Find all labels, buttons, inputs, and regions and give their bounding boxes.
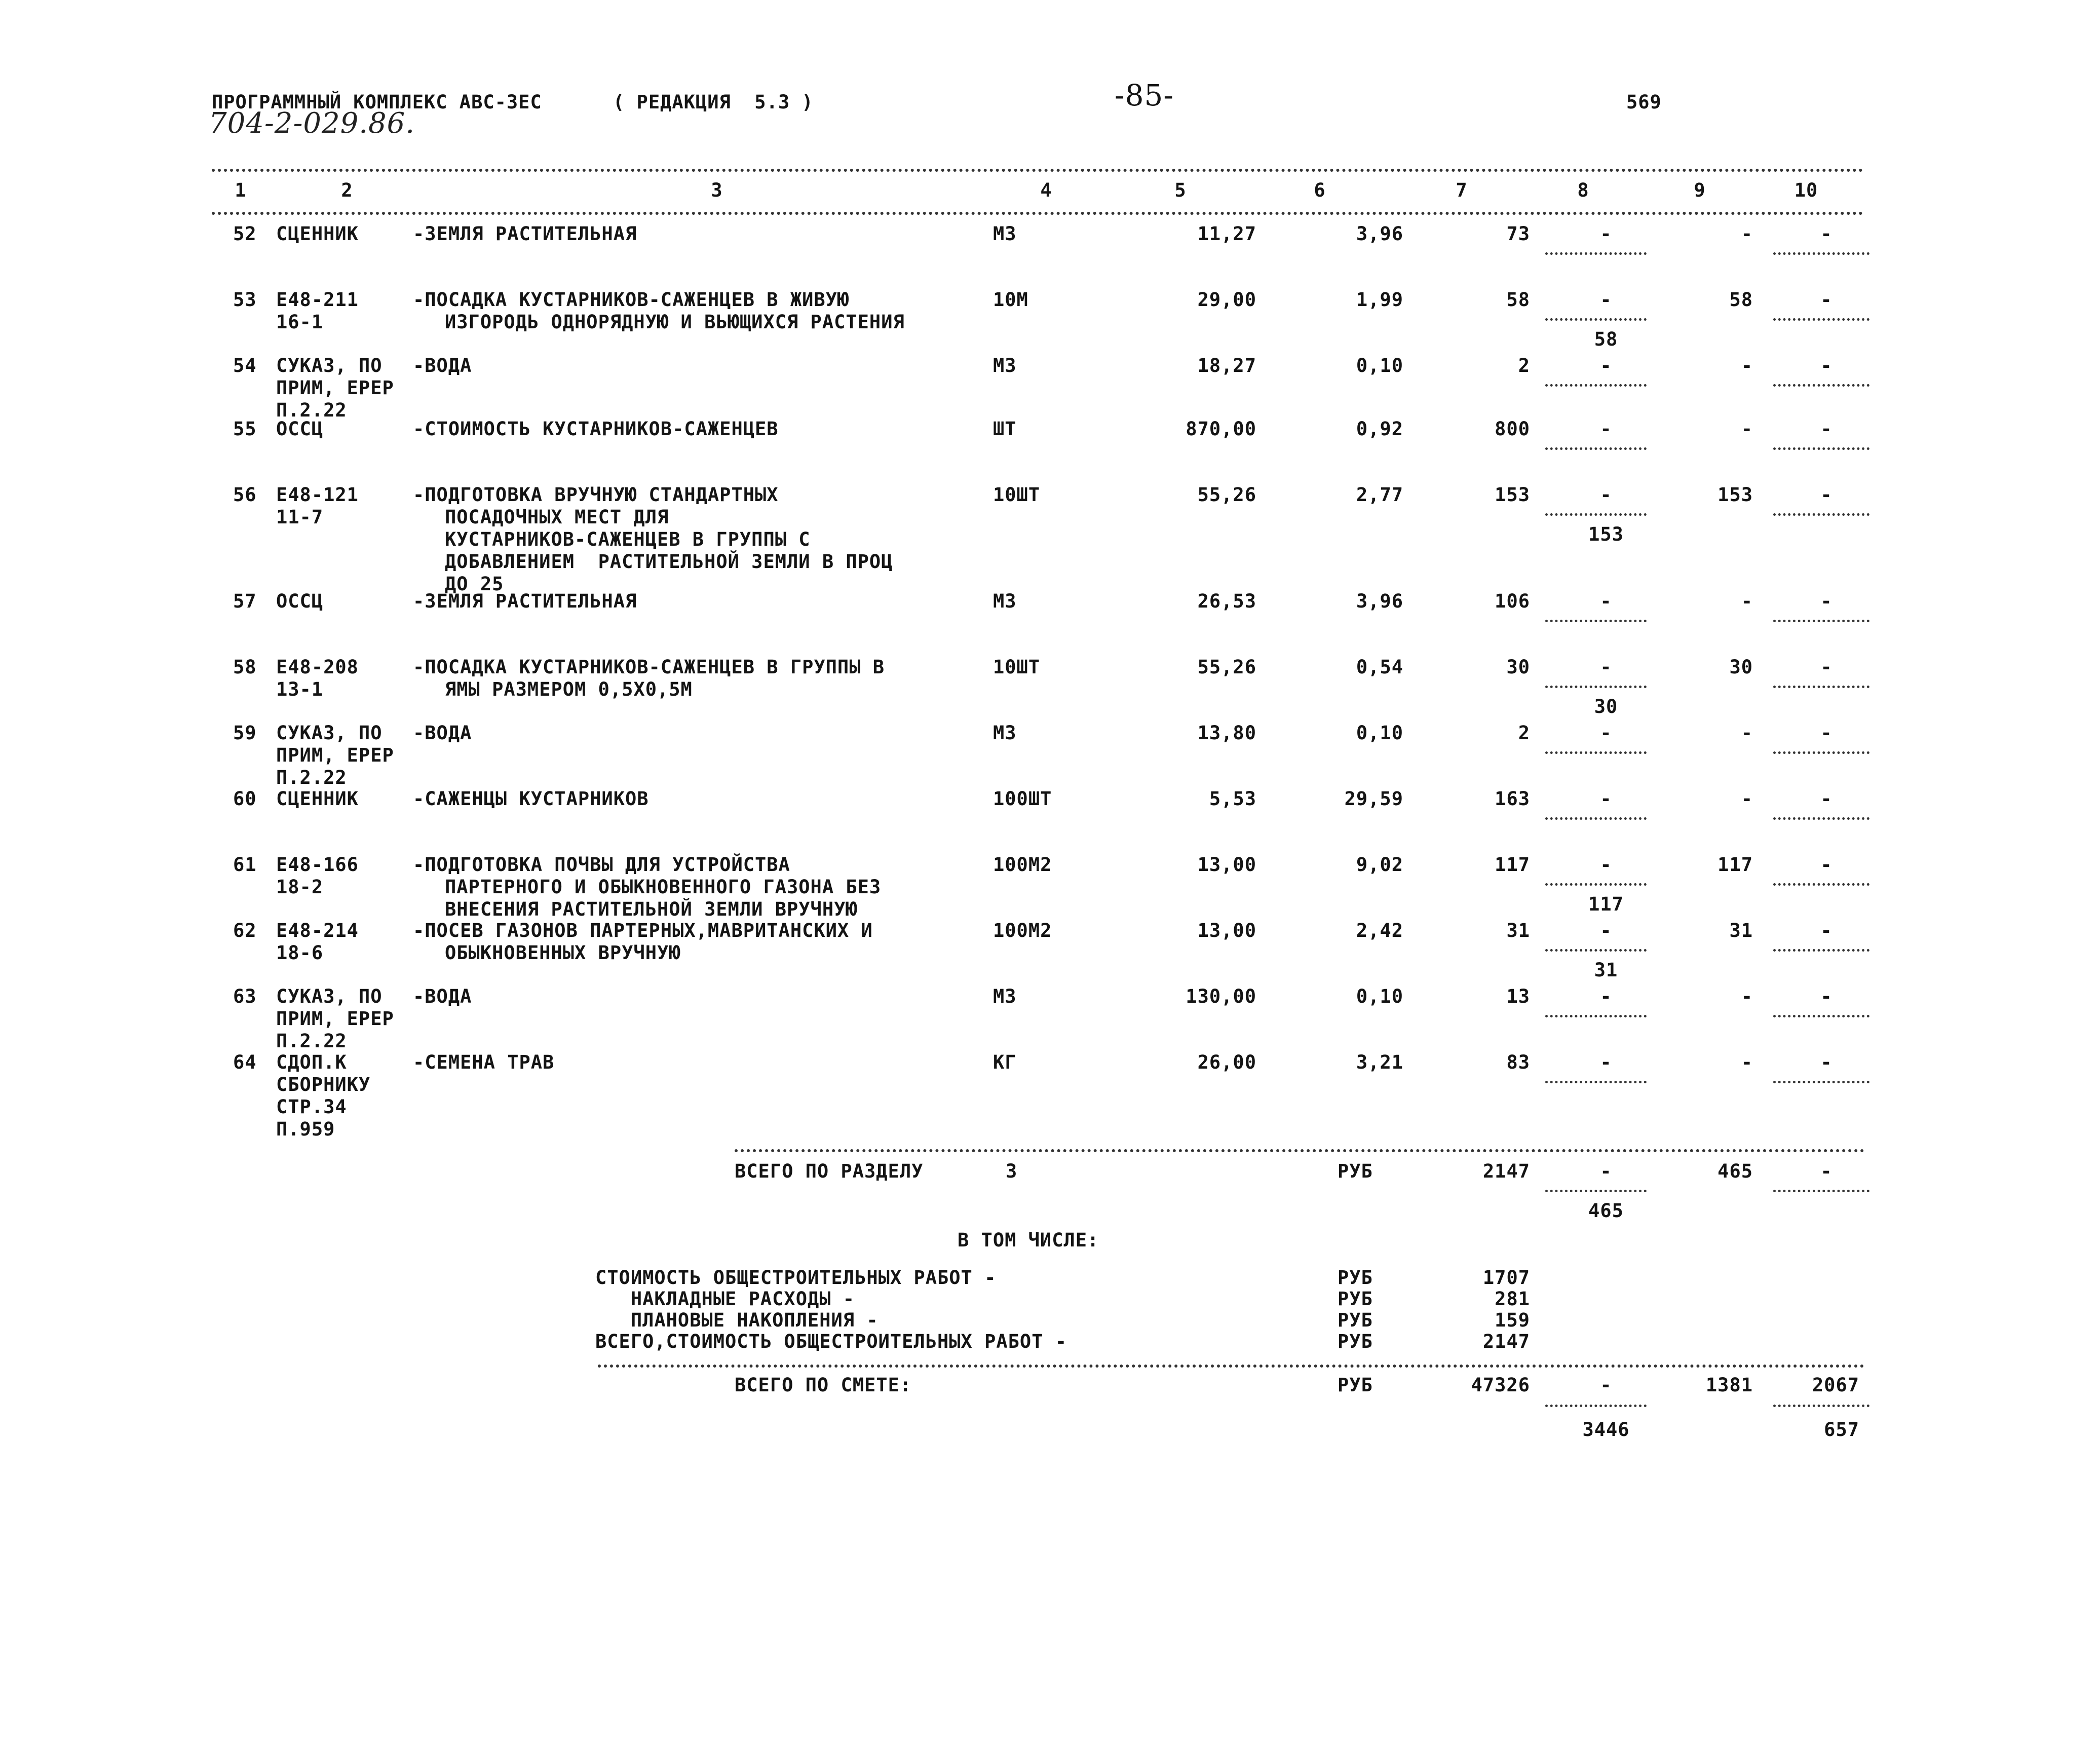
row-number: 55 <box>233 418 257 440</box>
including-item-value: 281 <box>1495 1288 1530 1310</box>
row-number: 62 <box>233 920 257 941</box>
quantity: 29,00 <box>1197 289 1256 311</box>
col9-value: - <box>1741 788 1753 810</box>
col8-lower-value: 58 <box>1594 328 1618 350</box>
line-total: 30 <box>1506 656 1530 678</box>
norm-code-line: СУКАЗ, ПО <box>276 355 383 376</box>
line-total: 163 <box>1495 788 1530 810</box>
description-line: -СТОИМОСТЬ КУСТАРНИКОВ-САЖЕНЦЕВ <box>413 418 779 440</box>
column-number-3: 3 <box>711 179 723 201</box>
unit-of-measure: 100ШТ <box>993 788 1052 810</box>
column-number-5: 5 <box>1174 179 1187 201</box>
col10-subrule <box>1773 817 1869 820</box>
col9-value: 58 <box>1729 289 1753 311</box>
row-number: 59 <box>233 722 257 744</box>
row-number: 57 <box>233 590 257 612</box>
line-total: 83 <box>1506 1051 1530 1073</box>
unit-of-measure: М3 <box>993 722 1017 744</box>
header-rule-top <box>212 169 1863 172</box>
col8-value: - <box>1600 418 1612 440</box>
col8-value: - <box>1600 854 1612 876</box>
col10-subrule <box>1773 447 1869 450</box>
col9-value: - <box>1741 722 1753 744</box>
estimate-total-col8: - <box>1600 1374 1612 1396</box>
col10-value: - <box>1820 223 1832 245</box>
section-total-col8-lower: 465 <box>1588 1200 1624 1222</box>
line-total: 2 <box>1518 355 1530 376</box>
col10-subrule <box>1773 252 1869 255</box>
col8-subrule <box>1545 620 1647 622</box>
including-item-unit: РУБ <box>1338 1288 1373 1310</box>
row-number: 54 <box>233 355 257 376</box>
description-line: ИЗГОРОДЬ ОДНОРЯДНУЮ И ВЬЮЩИХСЯ РАСТЕНИЯ <box>445 311 905 333</box>
col10-value: - <box>1820 854 1832 876</box>
description-line: -ПОСЕВ ГАЗОНОВ ПАРТЕРНЫХ,МАВРИТАНСКИХ И <box>413 920 873 941</box>
column-number-2: 2 <box>341 179 353 201</box>
col10-value: - <box>1820 920 1832 941</box>
col10-subrule <box>1773 513 1869 516</box>
handwritten-project-code: 704-2-029.86. <box>209 107 415 140</box>
col8-value: - <box>1600 920 1612 941</box>
col8-value: - <box>1600 722 1612 744</box>
description-line: ВНЕСЕНИЯ РАСТИТЕЛЬНОЙ ЗЕМЛИ ВРУЧНУЮ <box>445 898 858 920</box>
including-heading: В ТОМ ЧИСЛЕ: <box>958 1229 1099 1251</box>
col9-value: 117 <box>1717 854 1753 876</box>
unit-price: 0,10 <box>1356 986 1403 1007</box>
col8-subrule <box>1545 384 1647 387</box>
col10-value: - <box>1820 355 1832 376</box>
col8-value: - <box>1600 590 1612 612</box>
section-number: 3 <box>1006 1160 1018 1182</box>
unit-price: 3,96 <box>1356 590 1403 612</box>
unit-price: 1,99 <box>1356 289 1403 311</box>
quantity: 870,00 <box>1186 418 1256 440</box>
estimate-total-col8-lower: 3446 <box>1582 1419 1630 1441</box>
description-line: -ПОДГОТОВКА ПОЧВЫ ДЛЯ УСТРОЙСТВА <box>413 854 790 876</box>
estimate-total-col10-lower: 657 <box>1824 1419 1859 1441</box>
col9-value: - <box>1741 590 1753 612</box>
line-total: 73 <box>1506 223 1530 245</box>
page-number: -85- <box>1115 78 1174 112</box>
unit-price: 0,10 <box>1356 722 1403 744</box>
norm-code-line: П.2.22 <box>276 1030 347 1052</box>
row-number: 56 <box>233 484 257 506</box>
col9-value: - <box>1741 418 1753 440</box>
norm-code-line: Е48-208 <box>276 656 359 678</box>
norm-code-line: ОССЦ <box>276 590 324 612</box>
col10-value: - <box>1820 289 1832 311</box>
col10-subrule <box>1773 318 1869 321</box>
unit-price: 0,10 <box>1356 355 1403 376</box>
quantity: 26,53 <box>1197 590 1256 612</box>
col10-value: - <box>1820 590 1832 612</box>
column-number-9: 9 <box>1694 179 1706 201</box>
quantity: 13,80 <box>1197 722 1256 744</box>
description-line: -СЕМЕНА ТРАВ <box>413 1051 555 1073</box>
line-total: 800 <box>1495 418 1530 440</box>
norm-code-line: Е48-121 <box>276 484 359 506</box>
row-number: 52 <box>233 223 257 245</box>
section-total-col10: - <box>1820 1160 1832 1182</box>
col8-subrule <box>1545 513 1647 516</box>
norm-code-line: 18-2 <box>276 876 324 898</box>
including-item-value: 159 <box>1495 1309 1530 1331</box>
estimate-total-value: 47326 <box>1471 1374 1530 1396</box>
unit-of-measure: М3 <box>993 590 1017 612</box>
unit-price: 3,21 <box>1356 1051 1403 1073</box>
norm-code-line: ПРИМ, ЕРЕР <box>276 1008 394 1030</box>
unit-price: 0,92 <box>1356 418 1403 440</box>
col9-value: - <box>1741 1051 1753 1073</box>
norm-code-line: СУКАЗ, ПО <box>276 986 383 1007</box>
unit-of-measure: КГ <box>993 1051 1017 1073</box>
estimate-total-col10: 2067 <box>1812 1374 1859 1396</box>
col8-value: - <box>1600 484 1612 506</box>
quantity: 18,27 <box>1197 355 1256 376</box>
col8-subrule <box>1545 817 1647 820</box>
row-number: 63 <box>233 986 257 1007</box>
col8-subrule <box>1545 1190 1647 1192</box>
norm-code-line: СДОП.К <box>276 1051 347 1073</box>
norm-code-line: СТР.34 <box>276 1096 347 1118</box>
col10-value: - <box>1820 484 1832 506</box>
quantity: 13,00 <box>1197 920 1256 941</box>
unit-price: 3,96 <box>1356 223 1403 245</box>
line-total: 58 <box>1506 289 1530 311</box>
including-item-label: СТОИМОСТЬ ОБЩЕСТРОИТЕЛЬНЫХ РАБОТ - <box>595 1267 997 1289</box>
col8-lower-value: 153 <box>1588 523 1624 545</box>
total-col8-subrule <box>1545 1405 1647 1407</box>
line-total: 2 <box>1518 722 1530 744</box>
col9-value: 30 <box>1729 656 1753 678</box>
col8-lower-value: 117 <box>1588 893 1624 915</box>
col9-value: - <box>1741 355 1753 376</box>
norm-code-line: 18-6 <box>276 942 324 964</box>
description-line: -ВОДА <box>413 355 472 376</box>
row-number: 60 <box>233 788 257 810</box>
col10-subrule <box>1773 1081 1869 1083</box>
section-total-col8: - <box>1600 1160 1612 1182</box>
total-col10-subrule <box>1773 1405 1869 1407</box>
section-total-value: 2147 <box>1482 1160 1530 1182</box>
including-item-label: ВСЕГО,СТОИМОСТЬ ОБЩЕСТРОИТЕЛЬНЫХ РАБОТ - <box>595 1331 1067 1352</box>
col8-subrule <box>1545 949 1647 952</box>
unit-price: 2,77 <box>1356 484 1403 506</box>
col8-subrule <box>1545 1015 1647 1017</box>
col8-value: - <box>1600 656 1612 678</box>
col10-subrule <box>1773 1190 1869 1192</box>
unit-of-measure: М3 <box>993 986 1017 1007</box>
col10-value: - <box>1820 722 1832 744</box>
unit-price: 29,59 <box>1344 788 1403 810</box>
description-line: -ЗЕМЛЯ РАСТИТЕЛЬНАЯ <box>413 590 637 612</box>
col8-subrule <box>1545 447 1647 450</box>
unit-of-measure: 100М2 <box>993 854 1052 876</box>
section-total-label: ВСЕГО ПО РАЗДЕЛУ <box>735 1160 924 1182</box>
description-line: -ВОДА <box>413 986 472 1007</box>
description-line: -САЖЕНЦЫ КУСТАРНИКОВ <box>413 788 649 810</box>
col10-value: - <box>1820 986 1832 1007</box>
col10-value: - <box>1820 1051 1832 1073</box>
norm-code-line: Е48-214 <box>276 920 359 941</box>
col8-subrule <box>1545 883 1647 886</box>
description-line: -ПОДГОТОВКА ВРУЧНУЮ СТАНДАРТНЫХ <box>413 484 779 506</box>
unit-of-measure: 10ШТ <box>993 656 1041 678</box>
norm-code-line: 13-1 <box>276 678 324 700</box>
edition-label: ( РЕДАКЦИЯ 5.3 ) <box>613 91 814 113</box>
col10-subrule <box>1773 620 1869 622</box>
column-number-10: 10 <box>1794 179 1818 201</box>
col9-value: - <box>1741 223 1753 245</box>
col8-lower-value: 31 <box>1594 959 1618 981</box>
quantity: 13,00 <box>1197 854 1256 876</box>
col10-subrule <box>1773 949 1869 952</box>
estimate-total-label: ВСЕГО ПО СМЕТЕ: <box>735 1374 912 1396</box>
quantity: 26,00 <box>1197 1051 1256 1073</box>
col10-subrule <box>1773 883 1869 886</box>
norm-code-line: СЦЕННИК <box>276 788 359 810</box>
row-number: 61 <box>233 854 257 876</box>
including-item-value: 2147 <box>1482 1331 1530 1352</box>
estimate-total-unit: РУБ <box>1338 1374 1373 1396</box>
col9-value: - <box>1741 986 1753 1007</box>
including-item-label: ПЛАНОВЫЕ НАКОПЛЕНИЯ - <box>595 1309 879 1331</box>
including-item-unit: РУБ <box>1338 1331 1373 1352</box>
norm-code-line: Е48-166 <box>276 854 359 876</box>
line-total: 13 <box>1506 986 1530 1007</box>
description-line: ОБЫКНОВЕННЫХ ВРУЧНУЮ <box>445 942 681 964</box>
norm-code-line: 11-7 <box>276 506 324 528</box>
quantity: 130,00 <box>1186 986 1256 1007</box>
line-total: 153 <box>1495 484 1530 506</box>
description-line: ПАРТЕРНОГО И ОБЫКНОВЕННОГО ГАЗОНА БЕЗ <box>445 876 882 898</box>
line-total: 106 <box>1495 590 1530 612</box>
norm-code-line: ПРИМ, ЕРЕР <box>276 377 394 399</box>
col8-value: - <box>1600 289 1612 311</box>
unit-of-measure: 10М <box>993 289 1028 311</box>
col9-value: 31 <box>1729 920 1753 941</box>
unit-of-measure: 100М2 <box>993 920 1052 941</box>
col10-value: - <box>1820 418 1832 440</box>
quantity: 55,26 <box>1197 484 1256 506</box>
col10-subrule <box>1773 1015 1869 1017</box>
unit-of-measure: ШТ <box>993 418 1017 440</box>
col10-subrule <box>1773 751 1869 754</box>
norm-code-line: Е48-211 <box>276 289 359 311</box>
section-total-col9: 465 <box>1717 1160 1753 1182</box>
col10-value: - <box>1820 656 1832 678</box>
estimate-total-col9: 1381 <box>1705 1374 1753 1396</box>
norm-code-line: ОССЦ <box>276 418 324 440</box>
line-total: 31 <box>1506 920 1530 941</box>
norm-code-line: СБОРНИКУ <box>276 1074 371 1095</box>
col8-value: - <box>1600 355 1612 376</box>
unit-price: 9,02 <box>1356 854 1403 876</box>
col8-subrule <box>1545 1081 1647 1083</box>
column-number-8: 8 <box>1577 179 1589 201</box>
unit-of-measure: 10ШТ <box>993 484 1041 506</box>
row-number: 58 <box>233 656 257 678</box>
description-line: КУСТАРНИКОВ-САЖЕНЦЕВ В ГРУППЫ С <box>445 528 811 550</box>
col8-subrule <box>1545 686 1647 688</box>
including-item-unit: РУБ <box>1338 1309 1373 1331</box>
including-item-label: НАКЛАДНЫЕ РАСХОДЫ - <box>595 1288 855 1310</box>
description-line: ДО 25 <box>445 573 504 595</box>
col10-subrule <box>1773 384 1869 387</box>
description-line: ДОБАВЛЕНИЕМ РАСТИТЕЛЬНОЙ ЗЕМЛИ В ПРОЦ <box>445 551 893 573</box>
col8-subrule <box>1545 318 1647 321</box>
line-total: 117 <box>1495 854 1530 876</box>
unit-price: 2,42 <box>1356 920 1403 941</box>
header-rule-bottom <box>212 212 1863 215</box>
norm-code-line: ПРИМ, ЕРЕР <box>276 744 394 766</box>
norm-code-line: П.2.22 <box>276 399 347 421</box>
column-number-7: 7 <box>1456 179 1468 201</box>
col8-value: - <box>1600 788 1612 810</box>
col8-subrule <box>1545 751 1647 754</box>
norm-code-line: 16-1 <box>276 311 324 333</box>
col10-subrule <box>1773 686 1869 688</box>
quantity: 11,27 <box>1197 223 1256 245</box>
unit-of-measure: М3 <box>993 355 1017 376</box>
norm-code-line: П.2.22 <box>276 767 347 788</box>
col8-subrule <box>1545 252 1647 255</box>
estimate-total-rule <box>598 1365 1864 1368</box>
col10-value: - <box>1820 788 1832 810</box>
col8-lower-value: 30 <box>1594 696 1618 717</box>
description-line: -ЗЕМЛЯ РАСТИТЕЛЬНАЯ <box>413 223 637 245</box>
column-number-6: 6 <box>1314 179 1326 201</box>
quantity: 55,26 <box>1197 656 1256 678</box>
including-item-unit: РУБ <box>1338 1267 1373 1289</box>
column-number-1: 1 <box>235 179 247 201</box>
norm-code-line: СЦЕННИК <box>276 223 359 245</box>
unit-of-measure: М3 <box>993 223 1017 245</box>
col8-value: - <box>1600 223 1612 245</box>
program-title: ПРОГРАММНЫЙ КОМПЛЕКС АВС-ЗЕС <box>212 91 542 113</box>
row-number: 53 <box>233 289 257 311</box>
description-line: -ПОСАДКА КУСТАРНИКОВ-САЖЕНЦЕВ В ЖИВУЮ <box>413 289 850 311</box>
norm-code-line: СУКАЗ, ПО <box>276 722 383 744</box>
section-total-rule <box>735 1149 1864 1152</box>
description-line: -ВОДА <box>413 722 472 744</box>
including-item-value: 1707 <box>1482 1267 1530 1289</box>
col8-value: - <box>1600 1051 1612 1073</box>
col8-value: - <box>1600 986 1612 1007</box>
unit-price: 0,54 <box>1356 656 1403 678</box>
quantity: 5,53 <box>1209 788 1256 810</box>
description-line: -ПОСАДКА КУСТАРНИКОВ-САЖЕНЦЕВ В ГРУППЫ В <box>413 656 885 678</box>
column-number-4: 4 <box>1040 179 1052 201</box>
section-total-unit: РУБ <box>1338 1160 1373 1182</box>
sheet-number: 569 <box>1626 91 1662 113</box>
norm-code-line: П.959 <box>276 1118 335 1140</box>
description-line: ЯМЫ РАЗМЕРОМ 0,5Х0,5М <box>445 678 693 700</box>
description-line: ПОСАДОЧНЫХ МЕСТ ДЛЯ <box>445 506 669 528</box>
row-number: 64 <box>233 1051 257 1073</box>
col9-value: 153 <box>1717 484 1753 506</box>
